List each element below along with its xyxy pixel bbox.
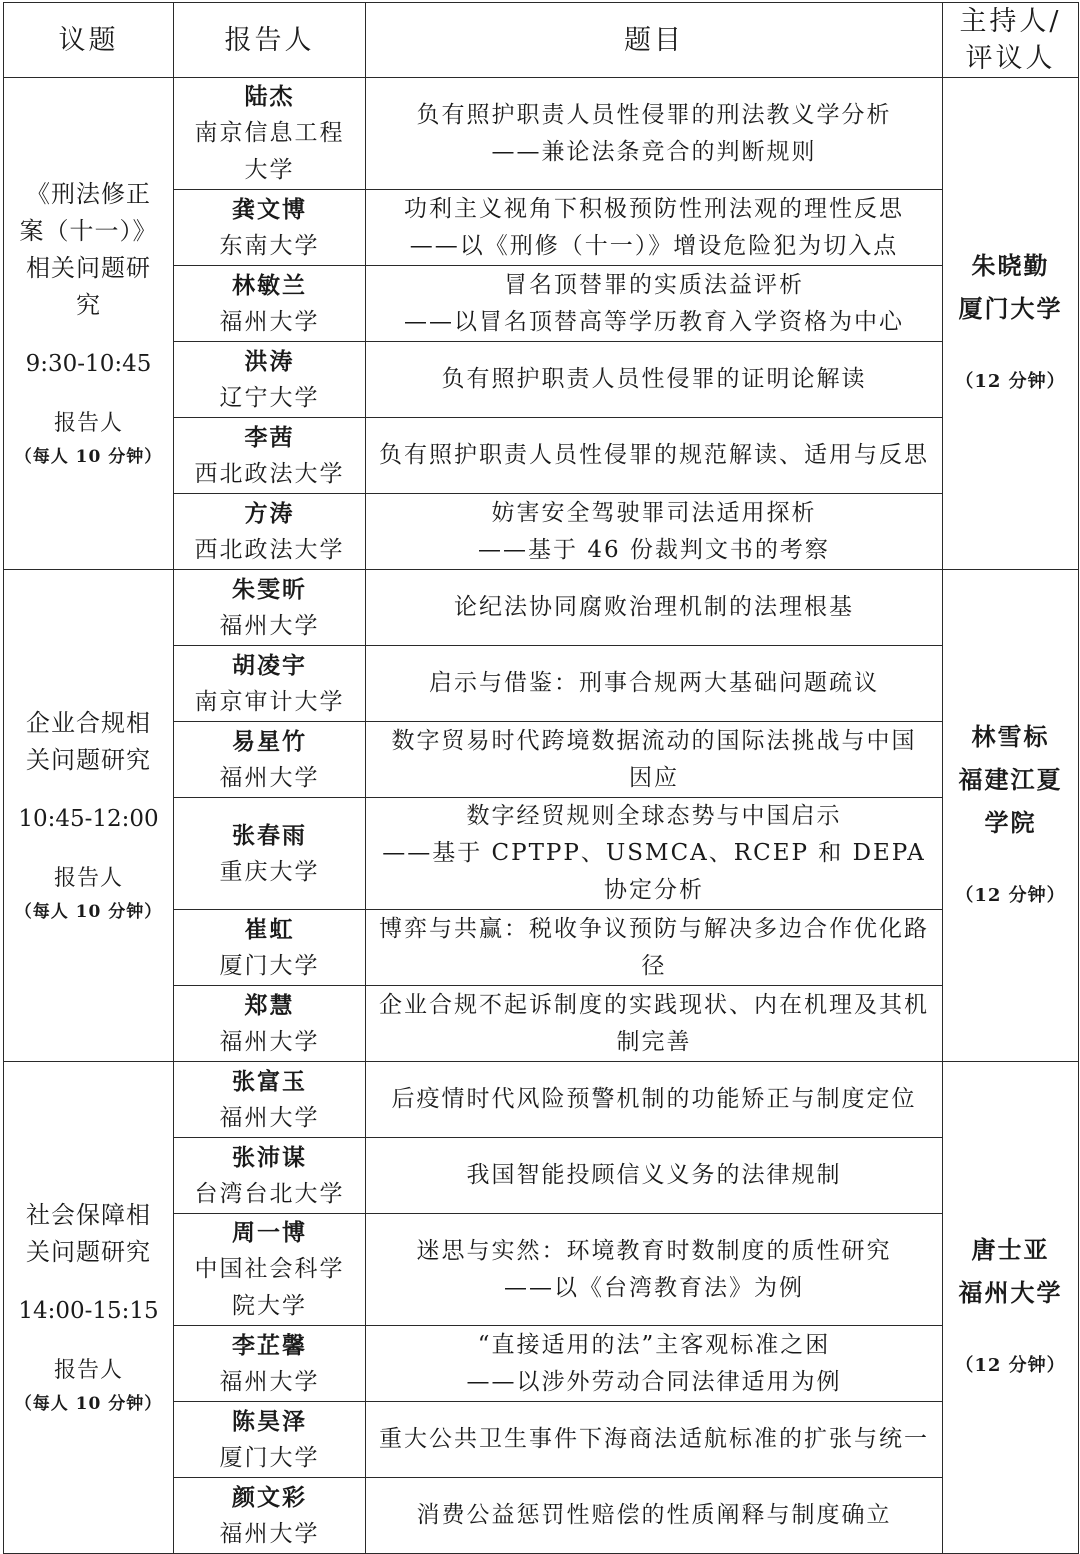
session-speaker-label: 报告人 xyxy=(53,865,123,891)
header-title: 题目 xyxy=(366,3,943,78)
talk-title-cell xyxy=(366,1402,943,1478)
speaker-cell xyxy=(174,570,366,646)
speaker-affiliation: 院大学 xyxy=(232,1293,307,1319)
session-topic-line: 社会保障相 xyxy=(26,1200,151,1229)
speaker-affiliation: 辽宁大学 xyxy=(219,384,320,411)
speaker-affiliation: 大学 xyxy=(244,157,295,183)
talk-title-cell xyxy=(366,1138,943,1214)
talk-title-line: 冒名顶替罪的实质法益评析 xyxy=(504,271,804,298)
speaker-cell xyxy=(174,266,366,342)
talk-title-cell xyxy=(366,722,943,798)
talk-title-line: 迷思与实然：环境教育时数制度的质性研究 xyxy=(416,1237,892,1264)
speaker-cell xyxy=(174,986,366,1062)
speaker-affiliation: 西北政法大学 xyxy=(194,536,345,563)
speaker-affiliation: 南京信息工程 xyxy=(194,120,345,146)
speaker-cell xyxy=(174,190,366,266)
host-name: 唐士亚 xyxy=(971,1235,1050,1264)
speaker-affiliation: 福州大学 xyxy=(219,308,320,335)
table-row xyxy=(4,78,1079,190)
speaker-cell xyxy=(174,910,366,986)
host-time-note: （12 分钟） xyxy=(955,884,1066,906)
session-topic-line: 关问题研究 xyxy=(26,745,151,774)
session-topic-line: 企业合规相 xyxy=(26,708,151,737)
session-topic-line: 《刑法修正 xyxy=(26,179,151,208)
talk-title-line: ——兼论法条竞合的判断规则 xyxy=(491,138,817,165)
host-name: 朱晓勤 xyxy=(971,251,1050,280)
talk-title-line: 消费公益惩罚性赔偿的性质阐释与制度确立 xyxy=(416,1502,892,1528)
talk-title-line: ——基于 46 份裁判文书的考察 xyxy=(478,536,830,563)
host-affiliation: 福建江夏学院 xyxy=(958,764,1063,837)
talk-title-line: 重大公共卫生事件下海商法适航标准的扩张与统一 xyxy=(379,1426,929,1452)
talk-title-line: “直接适用的法”主客观标准之困 xyxy=(477,1331,831,1358)
header-host-line1: 主持人/ xyxy=(959,6,1062,37)
talk-title-cell xyxy=(366,190,943,266)
talk-title-cell xyxy=(366,1326,943,1402)
talk-title-line: 启示与借鉴：刑事合规两大基础问题疏议 xyxy=(429,670,879,696)
speaker-name: 林敏兰 xyxy=(232,271,307,299)
talk-title-cell xyxy=(366,78,943,190)
talk-title-line: 数字经贸规则全球态势与中国启示 xyxy=(466,803,842,829)
talk-title-cell xyxy=(366,418,943,494)
host-affiliation: 厦门大学 xyxy=(958,294,1063,323)
header-row xyxy=(4,3,1079,78)
session-topic-cell xyxy=(4,570,174,1062)
talk-title-line: 制完善 xyxy=(616,1028,692,1055)
speaker-name: 周一博 xyxy=(232,1219,307,1246)
speaker-name: 朱雯昕 xyxy=(232,575,307,603)
talk-title-cell xyxy=(366,1062,943,1138)
talk-title-line: 企业合规不起诉制度的实践现状、内在机理及其机 xyxy=(379,991,929,1018)
talk-title-line: ——以涉外劳动合同法律适用为例 xyxy=(466,1368,842,1395)
talk-title-cell xyxy=(366,798,943,910)
speaker-name: 李茜 xyxy=(244,423,295,451)
speaker-affiliation: 西北政法大学 xyxy=(194,460,345,487)
talk-title-cell xyxy=(366,494,943,570)
speaker-affiliation: 福州大学 xyxy=(219,612,320,639)
talk-title-line: 负有照护职责人员性侵罪的规范解读、适用与反思 xyxy=(379,442,929,468)
speaker-name: 李芷馨 xyxy=(232,1331,307,1359)
speaker-cell xyxy=(174,1326,366,1402)
session-speaker-label: 报告人 xyxy=(53,410,123,436)
agenda-table xyxy=(3,2,1079,1554)
speaker-name: 陆杰 xyxy=(244,83,295,110)
talk-title-line: ——以《刑修（十一）》增设危险犯为切入点 xyxy=(409,232,899,259)
session-topic-cell xyxy=(4,78,174,570)
talk-title-cell xyxy=(366,1478,943,1554)
session-speaker-note: （每人 10 分钟） xyxy=(14,1393,163,1414)
talk-title-line: 因应 xyxy=(629,764,679,791)
speaker-cell xyxy=(174,418,366,494)
session-topic-line: 案（十一）》 xyxy=(19,216,158,245)
speaker-affiliation: 厦门大学 xyxy=(219,952,320,979)
speaker-name: 洪涛 xyxy=(244,347,295,375)
talk-title-line: 妨害安全驾驶罪司法适用探析 xyxy=(491,499,817,526)
speaker-affiliation: 福州大学 xyxy=(219,1520,320,1547)
speaker-cell xyxy=(174,1138,366,1214)
session-time: 10:45-12:00 xyxy=(18,805,159,832)
header-host-line2: 评议人 xyxy=(965,43,1056,74)
host-time-note: （12 分钟） xyxy=(955,1355,1066,1376)
talk-title-line: ——以冒名顶替高等学历教育入学资格为中心 xyxy=(404,308,904,335)
speaker-name: 郑慧 xyxy=(244,991,295,1019)
host-cell xyxy=(943,1062,1079,1554)
speaker-cell xyxy=(174,342,366,418)
speaker-name: 龚文博 xyxy=(232,195,307,223)
talk-title-cell xyxy=(366,646,943,722)
speaker-name: 张春雨 xyxy=(232,821,307,849)
speaker-name: 张沛谋 xyxy=(232,1143,307,1171)
speaker-name: 崔虹 xyxy=(244,915,295,943)
speaker-affiliation: 南京审计大学 xyxy=(194,688,345,715)
speaker-name: 颜文彩 xyxy=(232,1483,307,1511)
speaker-affiliation: 台湾台北大学 xyxy=(194,1180,345,1207)
session-speaker-note: （每人 10 分钟） xyxy=(14,901,163,922)
talk-title-line: 负有照护职责人员性侵罪的证明论解读 xyxy=(441,366,867,392)
agenda-container xyxy=(3,2,1079,1554)
talk-title-line: 数字贸易时代跨境数据流动的国际法挑战与中国 xyxy=(391,727,917,754)
speaker-name: 胡凌宇 xyxy=(232,651,307,679)
host-time-note: （12 分钟） xyxy=(955,371,1066,392)
session-time: 9:30-10:45 xyxy=(25,350,152,377)
speaker-affiliation: 重庆大学 xyxy=(219,858,320,885)
talk-title-cell xyxy=(366,570,943,646)
agenda-body xyxy=(4,78,1079,1554)
session-time: 14:00-15:15 xyxy=(18,1297,159,1324)
speaker-affiliation: 福州大学 xyxy=(219,1104,320,1131)
talk-title-cell xyxy=(366,266,943,342)
speaker-cell xyxy=(174,646,366,722)
speaker-cell xyxy=(174,78,366,190)
session-topic-cell xyxy=(4,1062,174,1554)
host-affiliation: 福州大学 xyxy=(958,1278,1063,1307)
talk-title-cell xyxy=(366,1214,943,1326)
talk-title-line: ——以《台湾教育法》为例 xyxy=(504,1274,804,1301)
speaker-name: 陈昊泽 xyxy=(232,1407,307,1435)
header-topic: 议题 xyxy=(4,3,174,78)
talk-title-line: 论纪法协同腐败治理机制的法理根基 xyxy=(454,594,854,620)
talk-title-cell xyxy=(366,342,943,418)
host-cell xyxy=(943,570,1079,1062)
speaker-cell xyxy=(174,722,366,798)
talk-title-line: 我国智能投顾信义义务的法律规制 xyxy=(466,1162,842,1188)
speaker-affiliation: 福州大学 xyxy=(219,764,320,791)
session-topic-line: 究 xyxy=(76,290,101,319)
host-name: 林雪标 xyxy=(971,721,1050,751)
speaker-cell xyxy=(174,494,366,570)
session-speaker-note: （每人 10 分钟） xyxy=(14,446,163,467)
session-topic-line: 关问题研究 xyxy=(26,1237,151,1266)
table-row xyxy=(4,1062,1079,1138)
speaker-cell xyxy=(174,1214,366,1326)
talk-title-cell xyxy=(366,986,943,1062)
talk-title-line: 功利主义视角下积极预防性刑法观的理性反思 xyxy=(404,195,904,222)
talk-title-cell xyxy=(366,910,943,986)
speaker-affiliation: 厦门大学 xyxy=(219,1444,320,1471)
session-speaker-label: 报告人 xyxy=(53,1357,123,1383)
talk-title-line: 负有照护职责人员性侵罪的刑法教义学分析 xyxy=(416,101,892,128)
speaker-affiliation: 福州大学 xyxy=(219,1368,320,1395)
talk-title-line: 后疫情时代风险预警机制的功能矫正与制度定位 xyxy=(391,1086,917,1112)
header-host xyxy=(943,3,1079,78)
speaker-cell xyxy=(174,1062,366,1138)
speaker-name: 易星竹 xyxy=(232,727,307,755)
speaker-cell xyxy=(174,798,366,910)
session-topic-line: 相关问题研 xyxy=(26,253,151,282)
speaker-cell xyxy=(174,1478,366,1554)
talk-title-line: 博弈与共赢：税收争议预防与解决多边合作优化路径 xyxy=(379,915,929,979)
speaker-affiliation: 东南大学 xyxy=(219,232,320,259)
speaker-name: 张富玉 xyxy=(232,1067,307,1095)
talk-title-line: ——基于 CPTPP、USMCA、RCEP 和 DEPA 协定分析 xyxy=(382,840,926,903)
speaker-cell xyxy=(174,1402,366,1478)
speaker-affiliation: 福州大学 xyxy=(219,1028,320,1055)
speaker-affiliation: 中国社会科学 xyxy=(194,1256,345,1282)
table-row xyxy=(4,570,1079,646)
header-speaker: 报告人 xyxy=(174,3,366,78)
speaker-name: 方涛 xyxy=(244,499,295,527)
host-cell xyxy=(943,78,1079,570)
